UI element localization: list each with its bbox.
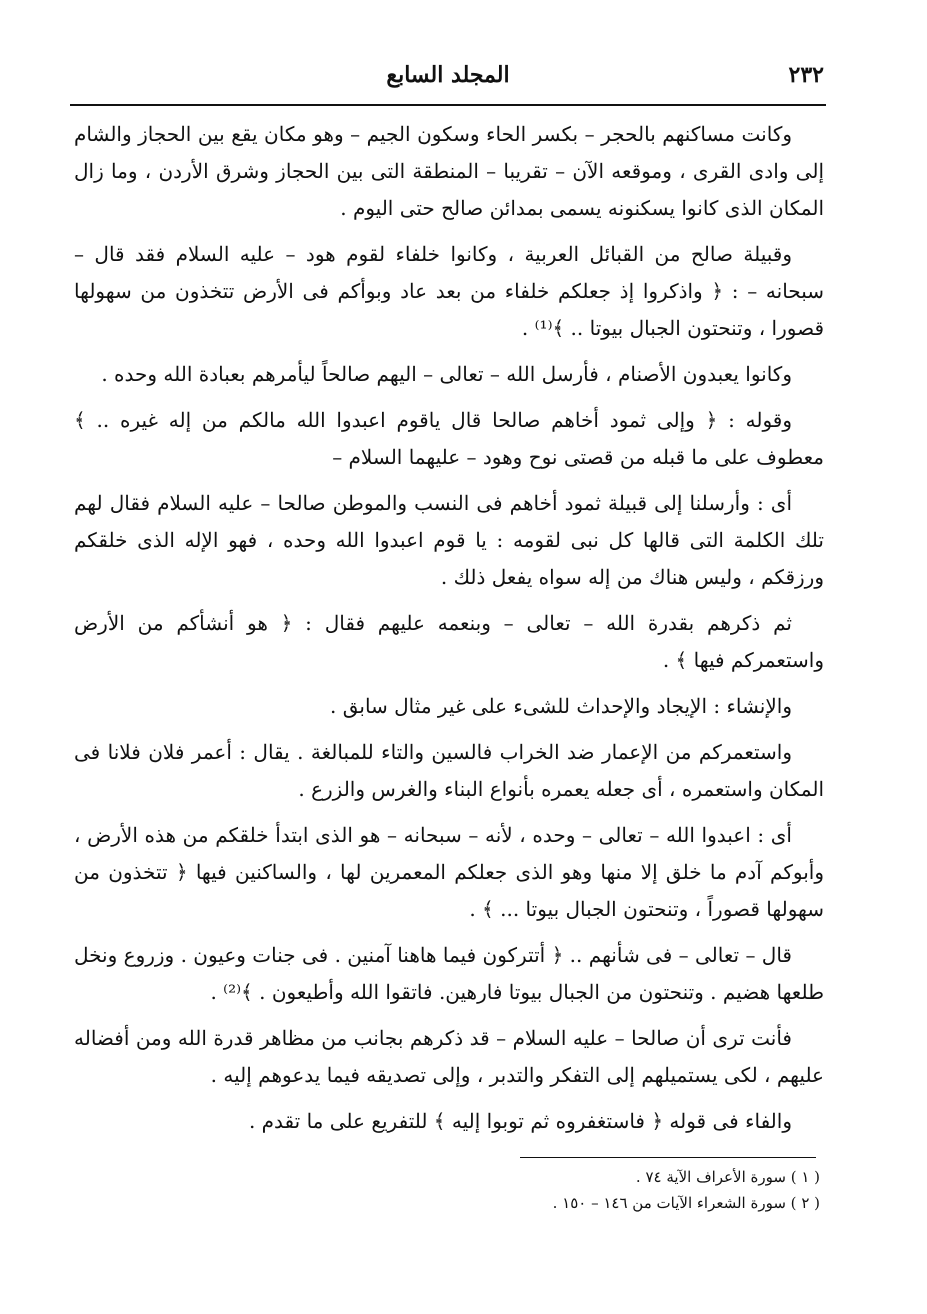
paragraph: قال – تعالى – فى شأنهم .. ﴿ أتتركون فيما هاهنا آمنين . فى جنات وعيون . وزروع ونخل طلعها هضيم . وتنحتون من الجبال بيوتا فارهين. فاتقوا الله وأطيعون . ﴾⁽²⁾ . [74, 943, 824, 1004]
paragraph: أى : اعبدوا الله – تعالى – وحده ، لأنه – سبحانه – هو الذى ابتدأ خلقكم من هذه الأرض ، وأبوكم آدم ما خلق إلا منها وهو الذى جعلكم المعمرين لها ، والساكنين فيها ﴿ تتخذون من سهولها قصوراً ، وتنحتون الجبال بيوتا ... ﴾ . [74, 823, 824, 921]
paragraph: فأنت ترى أن صالحا – عليه السلام – قد ذكرهم بجانب من مظاهر قدرة الله ومن أفضاله عليهم ، لكى يستميلهم إلى التفكر والتدبر ، وإلى تصديقه فيما يدعوهم إليه . [74, 1026, 824, 1087]
paragraph: واستعمركم من الإعمار ضد الخراب فالسين والتاء للمبالغة . يقال : أعمر فلان فلانا فى المكان واستعمره ، أى جعله يعمره بأنواع البناء والغرس والزرع . [74, 740, 824, 801]
paragraph: وقوله : ﴿ وإلى ثمود أخاهم صالحا قال ياقوم اعبدوا الله مالكم من إله غيره .. ﴾ معطوف على ما قبله من قصتى نوح وهود – عليهما السلام – [74, 408, 824, 469]
header-divider [70, 104, 826, 106]
paragraph: والفاء فى قوله ﴿ فاستغفروه ثم توبوا إليه ﴾ للتفريع على ما تقدم . [248, 1109, 792, 1133]
paragraph: وقبيلة صالح من القبائل العربية ، وكانوا خلفاء لقوم هود – عليه السلام فقد قال – سبحانه – : ﴿ واذكروا إذ جعلكم خلفاء من بعد عاد وبوأكم فى الأرض تتخذون من سهولها قصورا ، وتنحتون الجبال بيوتا .. ﴾⁽¹⁾ . [74, 242, 824, 340]
paragraph: ثم ذكرهم بقدرة الله – تعالى – وبنعمه عليهم فقال : ﴿ هو أنشأكم من الأرض واستعمركم فيها ﴾ . [74, 611, 824, 672]
volume-title: المجلد السابع [386, 62, 510, 88]
footnote: ( ٢ ) سورة الشعراء الآيات من ١٤٦ – ١٥٠ . [552, 1194, 820, 1212]
paragraph: والإنشاء : الإيجاد والإحداث للشىء على غير مثال سابق . [329, 694, 792, 718]
footnotes [300, 1164, 820, 1216]
footnote: ( ١ ) سورة الأعراف الآية ٧٤ . [635, 1168, 820, 1186]
page-number: ٢٣٢ [788, 62, 824, 88]
body-text [74, 116, 824, 1149]
page-header [72, 58, 824, 98]
paragraph: أى : وأرسلنا إلى قبيلة ثمود أخاهم فى النسب والموطن صالحا – عليه السلام فقال لهم تلك الكلمة التى قالها كل نبى لقومه : يا قوم اعبدوا الله وحده ، فهو الإله الذى خلقكم ورزقكم ، وليس هناك من إله سواه يفعل ذلك . [74, 491, 824, 589]
footnote-divider [520, 1157, 816, 1158]
paragraph: وكانوا يعبدون الأصنام ، فأرسل الله – تعالى – اليهم صالحاً ليأمرهم بعبادة الله وحده . [101, 362, 792, 386]
paragraph: وكانت مساكنهم بالحجر – بكسر الحاء وسكون الجيم – وهو مكان يقع بين الحجاز والشام إلى وادى القرى ، وموقعه الآن – تقريبا – المنطقة التى بين الحجاز وشرق الأردن ، وما زال المكان الذى كانوا يسكنونه يسمى بمدائن صالح حتى اليوم . [74, 122, 824, 220]
